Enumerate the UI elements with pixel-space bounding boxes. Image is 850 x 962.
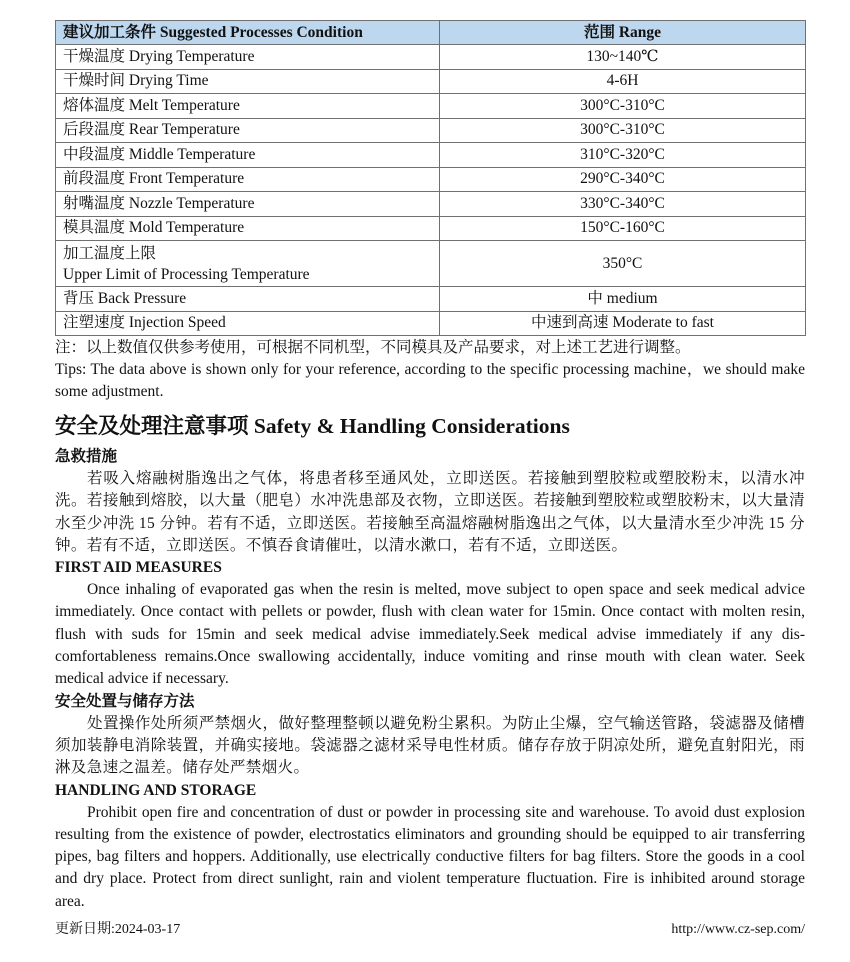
- table-row: [56, 241, 806, 287]
- table-row: [56, 216, 806, 241]
- first-aid-en-text: Once inhaling of evaporated gas when the resin is melted, move subject to open space and seek medical advice immediately. Once contact with pellets or powder, flush with clean water for 15min. Once contact with molten resin, flush with suds for 15min and seek medical advise immediately.Seek medical advise immediately if any dis-comfortableness remains.Once swallowing accidentally, induce vomiting and rinse mouth with clean water. Seek medical advice if necessary.: [55, 581, 805, 688]
- row-value: 中速到高速 Moderate to fast: [440, 311, 806, 336]
- row-label: 中段温度 Middle Temperature: [56, 143, 440, 168]
- first-aid-en-title: FIRST AID MEASURES: [55, 559, 222, 577]
- row-label: 熔体温度 Melt Temperature: [56, 94, 440, 119]
- page-footer: [55, 920, 805, 940]
- handling-cn-title: 安全处置与储存方法: [55, 692, 195, 710]
- first-aid-cn-title: 急救措施: [55, 448, 118, 465]
- column-header-condition: 建议加工条件 Suggested Processes Condition: [56, 21, 440, 45]
- table-row: [56, 167, 806, 192]
- table-row: [56, 287, 806, 312]
- row-value: 310°C-320°C: [440, 143, 806, 168]
- processing-conditions-table: [55, 20, 806, 336]
- website-link[interactable]: http://www.cz-sep.com/: [671, 922, 805, 937]
- document-page: [55, 20, 805, 913]
- handling-en-text: Prohibit open fire and concentration of dust or powder in processing site and warehouse. To avoid dust explosion resulting from the existence of powder, electrostatics eliminators and grounding should be equipped to air transferring pipes, bag filters and hoppers. Additionally, use electrically conductive filters for bag filters. Store the goods in a cool and dry place. Protect from direct sunlight, rain and violent temperature fluctuation. Fire is inhibited around storage area.: [55, 803, 805, 910]
- handling-cn-text: 处置操作处所须严禁烟火，做好整理整顿以避免粉尘累积。为防止尘爆，空气输送管路，袋滤器及储槽须加装静电消除装置，并确实接地。袋滤器之滤材采导电性材质。储存存放于阴凉处所，避免直射阳光，雨淋及急速之温差。储存处严禁烟火。: [55, 714, 805, 777]
- row-label: 后段温度 Rear Temperature: [56, 118, 440, 143]
- row-label: 注塑速度 Injection Speed: [56, 311, 440, 336]
- table-row: [56, 311, 806, 336]
- first-aid-cn-text: 若吸入熔融树脂逸出之气体，将患者移至通风处，立即送医。若接触到塑胶粒或塑胶粉末，以清水冲洗。若接触到熔胶，以大量（肥皂）水冲洗患部及衣物，立即送医。若接触到塑胶粒或塑胶粉末，以大量清水至少冲洗 15 分钟。若有不适，立即送医。若接触至高温熔融树脂逸出之气体，以大量清水至少冲洗 15 分钟。若有不适，立即送医。不慎吞食请催吐，以清水漱口，若有不适，立即送医。: [55, 470, 805, 554]
- row-label: [56, 241, 440, 287]
- row-label: 干燥时间 Drying Time: [56, 69, 440, 94]
- row-label: 背压 Back Pressure: [56, 287, 440, 312]
- column-header-range: 范围 Range: [440, 21, 806, 45]
- update-date: 更新日期:2024-03-17: [55, 922, 181, 937]
- row-value: 300°C-310°C: [440, 118, 806, 143]
- row-label: 模具温度 Mold Temperature: [56, 216, 440, 241]
- row-label: 前段温度 Front Temperature: [56, 167, 440, 192]
- row-label-en: Upper Limit of Processing Temperature: [63, 265, 310, 283]
- table-row: [56, 45, 806, 70]
- handling-en-title: HANDLING AND STORAGE: [55, 781, 257, 799]
- row-value: 4-6H: [440, 69, 806, 94]
- row-value: 290°C-340°C: [440, 167, 806, 192]
- row-label: 干燥温度 Drying Temperature: [56, 45, 440, 70]
- table-row: [56, 94, 806, 119]
- row-value: 300°C-310°C: [440, 94, 806, 119]
- table-row: [56, 69, 806, 94]
- row-value: 150°C-160°C: [440, 216, 806, 241]
- note-cn: 注：以上数值仅供参考使用，可根据不同机型，不同模具及产品要求，对上述工艺进行调整。: [55, 339, 691, 356]
- table-header-row: [56, 21, 806, 45]
- row-value: 130~140℃: [440, 45, 806, 70]
- tips-en: Tips: The data above is shown only for your reference, according to the specific processing machine，we should make some adjustment.: [55, 361, 805, 400]
- section-title-safety: 安全及处理注意事项 Safety & Handling Considerations: [55, 414, 570, 438]
- row-value: 330°C-340°C: [440, 192, 806, 217]
- table-row: [56, 118, 806, 143]
- table-row: [56, 192, 806, 217]
- row-value: 350°C: [440, 241, 806, 287]
- table-row: [56, 143, 806, 168]
- row-value: 中 medium: [440, 287, 806, 312]
- row-label-cn: 加工温度上限: [63, 244, 157, 262]
- row-label: 射嘴温度 Nozzle Temperature: [56, 192, 440, 217]
